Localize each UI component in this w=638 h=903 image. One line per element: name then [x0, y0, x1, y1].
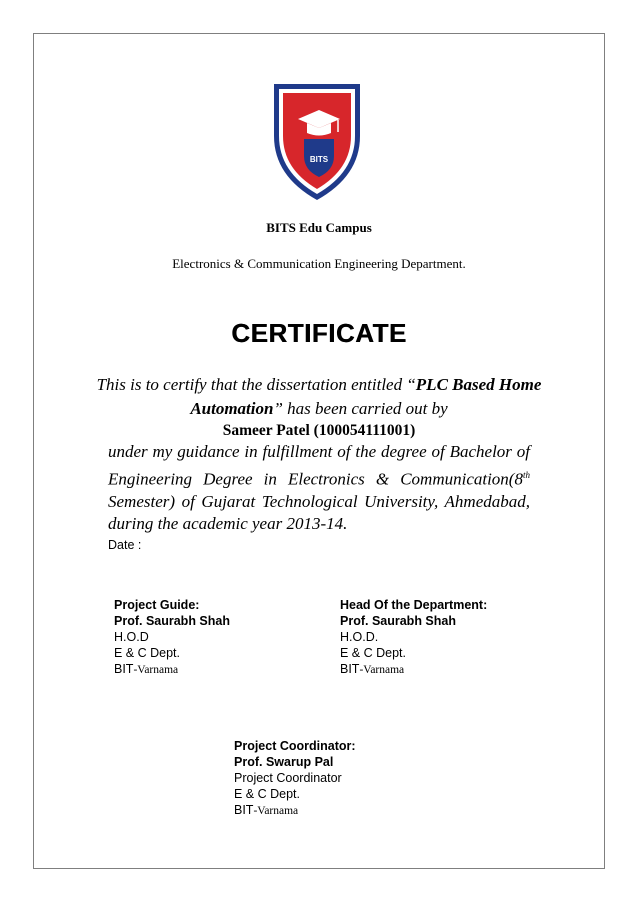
- coordinator-name: Prof. Swarup Pal: [234, 755, 334, 769]
- carried-out-text: ” has been carried out by: [273, 399, 448, 418]
- coordinator-line1: Project Coordinator: [234, 771, 342, 785]
- project-title-part2: Automation: [190, 399, 274, 418]
- coordinator-line2: E & C Dept.: [234, 787, 300, 801]
- project-title-part1: PLC Based Home: [415, 375, 542, 394]
- guide-name: Prof. Saurabh Shah: [114, 614, 230, 628]
- hod-institute: BIT: [340, 662, 360, 676]
- certify-line-2: [0, 399, 638, 419]
- guide-institute: BIT: [114, 662, 134, 676]
- hod-line1: H.O.D.: [340, 630, 379, 644]
- coordinator-signature: [234, 738, 356, 819]
- bits-logo: [264, 76, 370, 206]
- certify-text: This is to certify that the dissertation entitled “: [96, 375, 416, 394]
- body-text-1: under my guidance in fulfillment of the degree of Bachelor of Engineering Degree in Electronics & Communication(8: [108, 442, 530, 489]
- certificate-title: CERTIFICATE: [231, 318, 407, 348]
- guide-line1: H.O.D: [114, 630, 149, 644]
- coordinator-institute: BIT: [234, 803, 254, 817]
- coordinator-line3: [234, 802, 356, 819]
- hod-line2: E & C Dept.: [340, 646, 406, 660]
- guide-line3: [114, 661, 230, 678]
- shield-logo-icon: [264, 76, 370, 206]
- hod-signature: [340, 597, 487, 678]
- hod-role: Head Of the Department:: [340, 598, 488, 612]
- date-label: Date :: [108, 538, 142, 552]
- certify-line-1: [0, 375, 638, 395]
- coordinator-role: Project Coordinator:: [234, 739, 356, 753]
- project-guide-signature: [114, 597, 230, 678]
- certificate-body: [108, 441, 530, 536]
- campus-name: BITS Edu Campus: [266, 220, 372, 235]
- hod-location: -Varnama: [359, 664, 405, 676]
- guide-role: Project Guide:: [114, 598, 200, 612]
- body-text-2: Semester) of Gujarat Technological University, Ahmedabad, during the academic year 2013-14.: [108, 491, 530, 534]
- coordinator-location: -Varnama: [253, 805, 299, 817]
- ordinal-suffix: th: [522, 469, 530, 480]
- guide-line2: E & C Dept.: [114, 646, 180, 660]
- department-name: Electronics & Communication Engineering Department.: [172, 256, 466, 271]
- hod-name: Prof. Saurabh Shah: [340, 614, 456, 628]
- logo-text: BITS: [309, 155, 329, 164]
- hod-line3: [340, 661, 487, 678]
- guide-location: -Varnama: [133, 664, 179, 676]
- student-name: Sameer Patel (100054111001): [222, 422, 416, 439]
